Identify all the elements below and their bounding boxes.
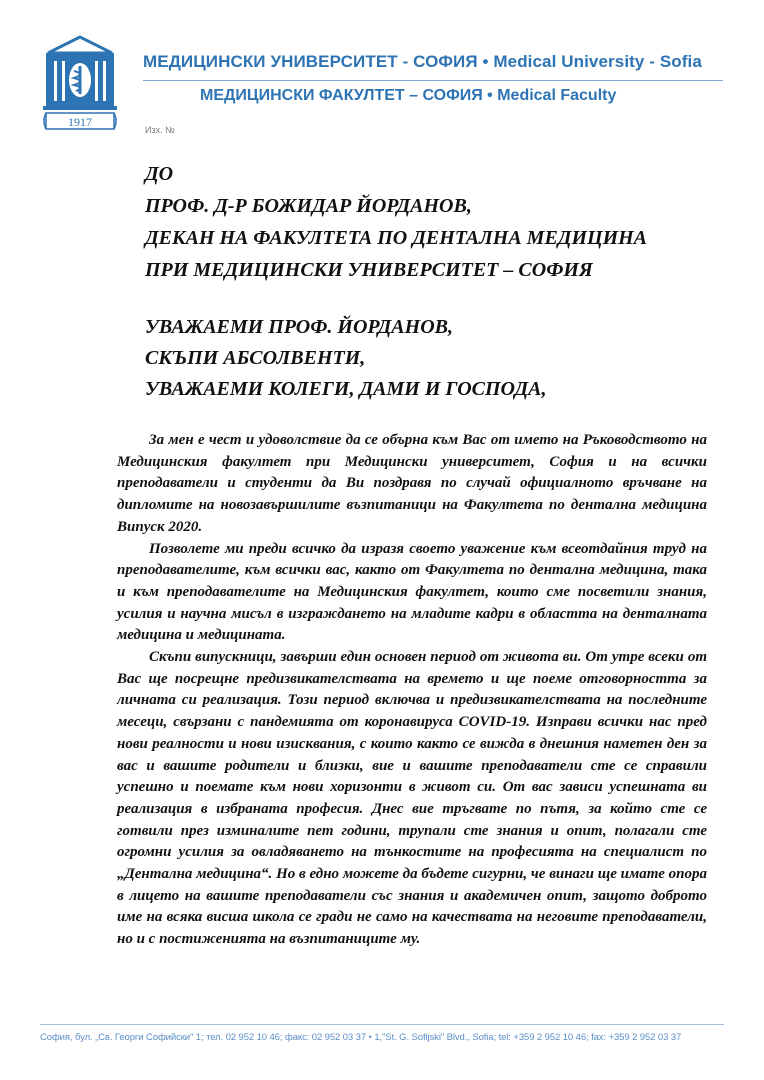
addressee-name: ПРОФ. Д-Р БОЖИДАР ЙОРДАНОВ, <box>145 195 472 217</box>
addressee-to: ДО <box>145 163 174 185</box>
footer-contact: София, бул. „Св. Георги Софийски" 1; тел. 02 952 10 46; факс: 02 952 03 37 • 1,"St. G. Sofijski" Blvd., Sofia; tel: +359 2 952 10 46; fax: +359 2 952 03 37 <box>40 1032 682 1043</box>
greeting-line: СКЪПИ АБСОЛВЕНТИ, <box>145 347 366 369</box>
greeting-line: УВАЖАЕМИ ПРОФ. ЙОРДАНОВ, <box>145 316 453 338</box>
letter-body <box>117 430 707 951</box>
addressee-position: ДЕКАН НА ФАКУЛТЕТА ПО ДЕНТАЛНА МЕДИЦИНА <box>145 227 648 249</box>
body-paragraph: Позволете ми преди всичко да изразя своето уважение към всеотдайния труд на преподавателите, към всички вас, както от Факултета по дентална медицина, така и към преподавателите на Медицинския факултет, които сме посветили знания, усилия и научна мисъл в изграждането на младите кадри в областта на денталната медицина и медицината. <box>117 540 707 644</box>
addressee-block <box>145 158 647 286</box>
greeting-block <box>145 312 546 405</box>
svg-text:1917: 1917 <box>68 115 92 129</box>
header-divider <box>143 80 723 81</box>
addressee-institution: ПРИ МЕДИЦИНСКИ УНИВЕРСИТЕТ – СОФИЯ <box>145 259 593 281</box>
outgoing-number-label: Изх. № <box>145 125 175 135</box>
body-paragraph: За мен е чест и удоволствие да се обърна към Вас от името на Ръководството на Медицинския факултет при Медицински университет, София и на всички преподаватели и студенти да Ви поздравя по случай официалното връчване на дипломите на новозавършилите възпитаници на Факултета по дентална медицина Випуск 2020. <box>117 432 707 535</box>
faculty-name: МЕДИЦИНСКИ ФАКУЛТЕТ – СОФИЯ • Medical Faculty <box>200 87 617 104</box>
university-logo <box>40 33 120 133</box>
university-name: МЕДИЦИНСКИ УНИВЕРСИТЕТ - СОФИЯ • Medical University - Sofia <box>143 52 702 71</box>
footer-divider <box>40 1024 724 1025</box>
greeting-line: УВАЖАЕМИ КОЛЕГИ, ДАМИ И ГОСПОДА, <box>145 378 547 400</box>
body-paragraph: Скъпи випускници, завърши един основен период от живота ви. От утре всеки от Вас ще посрещне предизвикателствата на времето и ще поеме отговорността за личната си реализация. Този период включва и предизвикателствата на последните месеци, свързани с пандемията от коронавируса COVID-19. Изправи всички нас пред нови реалности и нови изисквания, с които както се вижда в днешния наметен ден за вас и вашите родители и близки, вие и вашите преподаватели сте се справили успешно и поемате към нови хоризонти в живот си. От вас зависи успешната ви реализация в избраната професия. Днес вие тръгвате по пътя, за който сте се готвили през изминалите пет години, трупали сте знания и опит, полагали сте огромни усилия за овладяването на тънкостите на професията на специалист по „Дентална медицина“. Но в едно можете да бъдете сигурни, че винаги ще имате опора в лицето на вашите преподаватели със знания и академичен опит, защото доброто име на всяка висша школа се гради не само на качествата на неговите преподаватели, но и с постиженията на възпитаниците му. <box>117 649 707 948</box>
